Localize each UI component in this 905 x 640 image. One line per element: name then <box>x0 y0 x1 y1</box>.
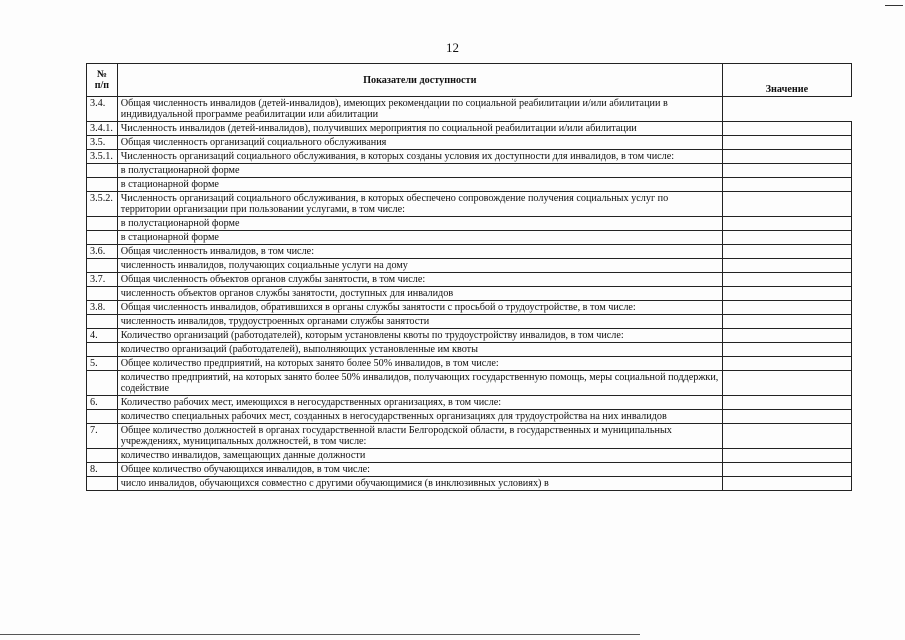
row-number <box>87 217 118 231</box>
scan-mark <box>885 5 903 6</box>
accessibility-indicators-table <box>86 63 852 491</box>
row-indicator: Общая численность инвалидов (детей-инвалидов), имеющих рекомендации по социальной реабилитации и/или абилитации в индивидуальной программе реабилитации или абилитации <box>117 97 722 122</box>
header-value: Значение <box>722 64 851 97</box>
row-indicator: Общее количество должностей в органах государственной власти Белгородской области, в государственных и муниципальных учреждениях, муниципальных должностей, в том числе: <box>117 424 722 449</box>
page-number: 12 <box>446 40 459 55</box>
row-indicator: количество предприятий, на которых занято более 50% инвалидов, получающих государственную помощь, меры социальной поддержки, содействие <box>117 371 722 396</box>
row-indicator: в полустационарной форме <box>117 164 722 178</box>
table-row <box>87 217 852 231</box>
row-value <box>722 231 851 245</box>
row-indicator: Общее количество предприятий, на которых занято более 50% инвалидов, в том числе: <box>117 357 722 371</box>
row-indicator: Общая численность инвалидов, в том числе: <box>117 245 722 259</box>
table-row <box>87 449 852 463</box>
row-indicator: в стационарной форме <box>117 178 722 192</box>
row-number: 3.6. <box>87 245 118 259</box>
row-indicator: Количество рабочих мест, имеющихся в негосударственных организациях, в том числе: <box>117 396 722 410</box>
row-indicator: количество организаций (работодателей), выполняющих установленные им квоты <box>117 343 722 357</box>
row-indicator: Общая численность объектов органов службы занятости, в том числе: <box>117 273 722 287</box>
row-number: 7. <box>87 424 118 449</box>
row-number: 6. <box>87 396 118 410</box>
row-value <box>722 371 851 396</box>
row-indicator: Численность организаций социального обслуживания, в которых обеспечено сопровождение получения социальных услуг по территории организации при пользовании услугами, в том числе: <box>117 192 722 217</box>
table-row <box>87 245 852 259</box>
row-indicator: в полустационарной форме <box>117 217 722 231</box>
row-indicator: Общая численность инвалидов, обратившихся в органы службы занятости с просьбой о трудоустройстве, в том числе: <box>117 301 722 315</box>
row-value <box>722 164 851 178</box>
row-number: 3.5.2. <box>87 192 118 217</box>
table-row <box>87 410 852 424</box>
header-number: № п/п <box>87 64 118 97</box>
table-row <box>87 231 852 245</box>
row-value <box>722 136 851 150</box>
row-value <box>722 477 851 491</box>
table-row <box>87 315 852 329</box>
row-value <box>722 357 851 371</box>
row-value <box>722 150 851 164</box>
row-number <box>87 371 118 396</box>
row-number <box>87 178 118 192</box>
row-value <box>722 192 851 217</box>
row-number <box>87 164 118 178</box>
row-number: 5. <box>87 357 118 371</box>
table-row <box>87 150 852 164</box>
table-row <box>87 122 852 136</box>
table-row <box>87 164 852 178</box>
row-number: 3.4.1. <box>87 122 118 136</box>
row-value <box>722 122 851 136</box>
row-value <box>722 396 851 410</box>
table-header-row <box>87 64 852 97</box>
row-number: 4. <box>87 329 118 343</box>
table-row <box>87 343 852 357</box>
table-row <box>87 259 852 273</box>
table-row <box>87 301 852 315</box>
row-value <box>722 287 851 301</box>
row-value <box>722 273 851 287</box>
row-number: 3.7. <box>87 273 118 287</box>
row-indicator: в стационарной форме <box>117 231 722 245</box>
row-number <box>87 410 118 424</box>
table-row <box>87 192 852 217</box>
table-row <box>87 329 852 343</box>
row-indicator: Численность организаций социального обслуживания, в которых созданы условия их доступности для инвалидов, в том числе: <box>117 150 722 164</box>
row-indicator: численность инвалидов, получающих социальные услуги на дому <box>117 259 722 273</box>
row-value <box>722 245 851 259</box>
row-value <box>722 410 851 424</box>
header-indicator: Показатели доступности <box>117 64 722 97</box>
scan-edge-line <box>0 634 640 635</box>
row-number: 3.4. <box>87 97 118 122</box>
row-indicator: Численность инвалидов (детей-инвалидов), получивших мероприятия по социальной реабилитации и/или абилитации <box>117 122 722 136</box>
row-indicator: Общее количество обучающихся инвалидов, в том числе: <box>117 463 722 477</box>
row-number <box>87 259 118 273</box>
row-number: 3.8. <box>87 301 118 315</box>
row-value <box>722 463 851 477</box>
row-value <box>722 178 851 192</box>
row-value <box>722 424 851 449</box>
row-indicator: численность объектов органов службы занятости, доступных для инвалидов <box>117 287 722 301</box>
row-number: 3.5.1. <box>87 150 118 164</box>
row-value <box>722 217 851 231</box>
table-row <box>87 424 852 449</box>
table-row <box>87 477 852 491</box>
row-indicator: количество специальных рабочих мест, созданных в негосударственных организациях для трудоустройства на них инвалидов <box>117 410 722 424</box>
table-row <box>87 178 852 192</box>
row-number: 3.5. <box>87 136 118 150</box>
row-indicator: количество инвалидов, замещающих данные должности <box>117 449 722 463</box>
row-value <box>722 301 851 315</box>
row-number <box>87 477 118 491</box>
row-number: 8. <box>87 463 118 477</box>
row-number <box>87 287 118 301</box>
row-number <box>87 231 118 245</box>
row-indicator: число инвалидов, обучающихся совместно с другими обучающимися (в инклюзивных условиях) в <box>117 477 722 491</box>
table-row <box>87 396 852 410</box>
row-indicator: Общая численность организаций социального обслуживания <box>117 136 722 150</box>
table-row <box>87 273 852 287</box>
table-row <box>87 97 852 122</box>
table-row <box>87 287 852 301</box>
row-number <box>87 343 118 357</box>
table-row <box>87 371 852 396</box>
row-indicator: Количество организаций (работодателей), которым установлены квоты по трудоустройству инвалидов, в том числе: <box>117 329 722 343</box>
table-row <box>87 357 852 371</box>
row-number <box>87 315 118 329</box>
row-value <box>722 315 851 329</box>
table-row <box>87 463 852 477</box>
table-body <box>87 97 852 491</box>
row-value <box>722 259 851 273</box>
row-value <box>722 449 851 463</box>
row-value <box>722 329 851 343</box>
row-number <box>87 449 118 463</box>
row-value <box>722 343 851 357</box>
row-indicator: численность инвалидов, трудоустроенных органами службы занятости <box>117 315 722 329</box>
table-row <box>87 136 852 150</box>
